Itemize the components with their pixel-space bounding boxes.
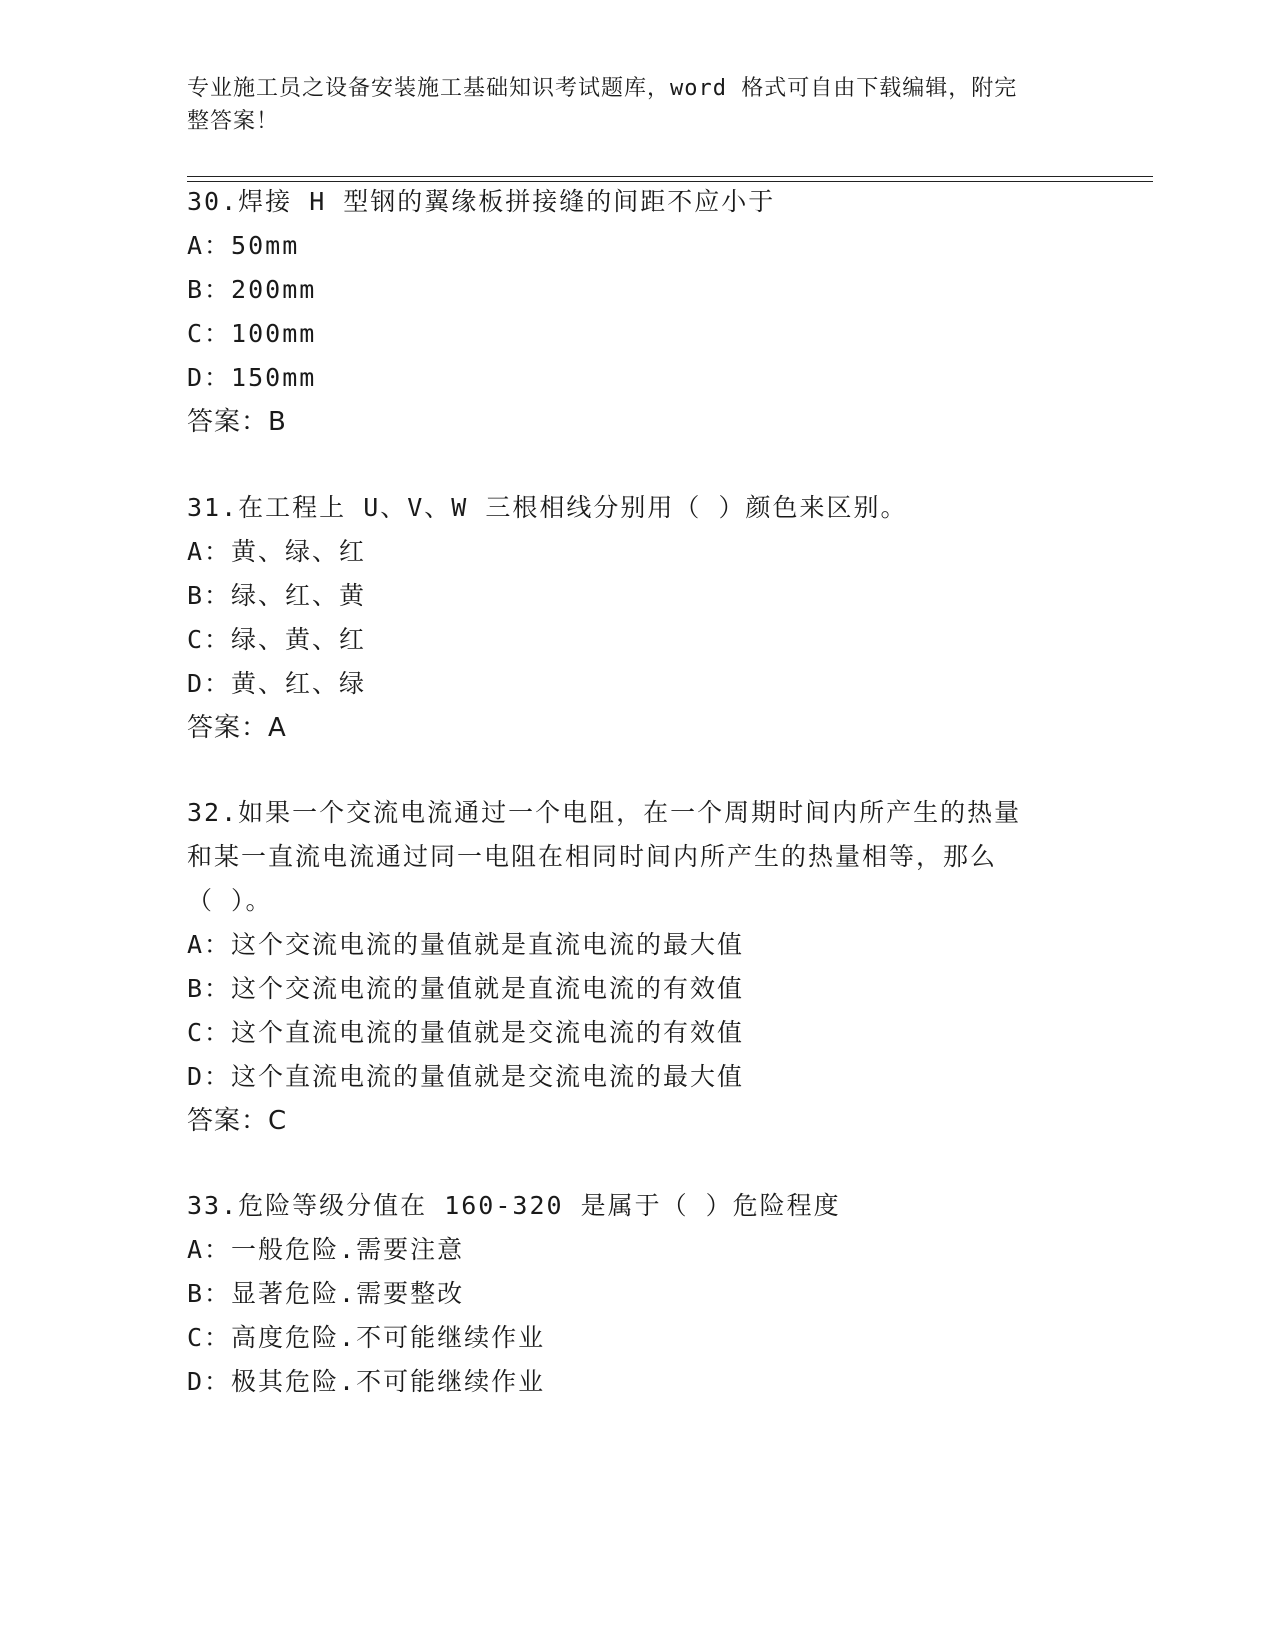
header-line-2: 整答案！: [187, 109, 280, 134]
question-32-option-d: D：这个直流电流的量值就是交流电流的最大值: [187, 1062, 745, 1091]
question-30-option-d: D：150mm: [187, 363, 317, 392]
question-32-stem-line-3: （ ）。: [187, 886, 273, 915]
question-31-option-a: A：黄、绿、红: [187, 537, 367, 566]
header-divider-bottom: [187, 181, 1153, 182]
question-31-option-d: D：黄、红、绿: [187, 669, 367, 698]
question-33-option-a: A：一般危险.需要注意: [187, 1235, 465, 1264]
question-31-answer: 答案：A: [187, 713, 287, 743]
question-33-option-b: B：显著危险.需要整改: [187, 1279, 465, 1308]
question-33-option-d: D：极其危险.不可能继续作业: [187, 1367, 546, 1396]
question-30-option-b: B：200mm: [187, 275, 317, 304]
question-33-stem: 33.危险等级分值在 160-320 是属于（ ）危险程度: [187, 1191, 841, 1220]
question-31-stem: 31.在工程上 U、V、W 三根相线分别用（ ）颜色来区别。: [187, 493, 908, 522]
header-line-1: 专业施工员之设备安装施工基础知识考试题库，word 格式可自由下载编辑，附完: [187, 76, 1018, 101]
question-31-option-c: C：绿、黄、红: [187, 625, 367, 654]
question-32-stem-line-1: 32.如果一个交流电流通过一个电阻，在一个周期时间内所产生的热量: [187, 798, 1022, 827]
question-30-stem: 30.焊接 H 型钢的翼缘板拼接缝的间距不应小于: [187, 187, 776, 216]
question-33-option-c: C：高度危险.不可能继续作业: [187, 1323, 546, 1352]
question-32-option-a: A：这个交流电流的量值就是直流电流的最大值: [187, 930, 745, 959]
document-header: [187, 72, 1067, 138]
header-divider-top: [187, 176, 1153, 177]
question-30-option-a: A：50mm: [187, 231, 300, 260]
question-30-answer: 答案：B: [187, 407, 287, 437]
question-32-answer: 答案：C: [187, 1106, 288, 1136]
question-30-option-c: C：100mm: [187, 319, 317, 348]
question-32-stem-line-2: 和某一直流电流通过同一电阻在相同时间内所产生的热量相等，那么: [187, 842, 998, 871]
question-32-option-b: B：这个交流电流的量值就是直流电流的有效值: [187, 974, 745, 1003]
question-31-option-b: B：绿、红、黄: [187, 581, 367, 610]
question-32-option-c: C：这个直流电流的量值就是交流电流的有效值: [187, 1018, 745, 1047]
